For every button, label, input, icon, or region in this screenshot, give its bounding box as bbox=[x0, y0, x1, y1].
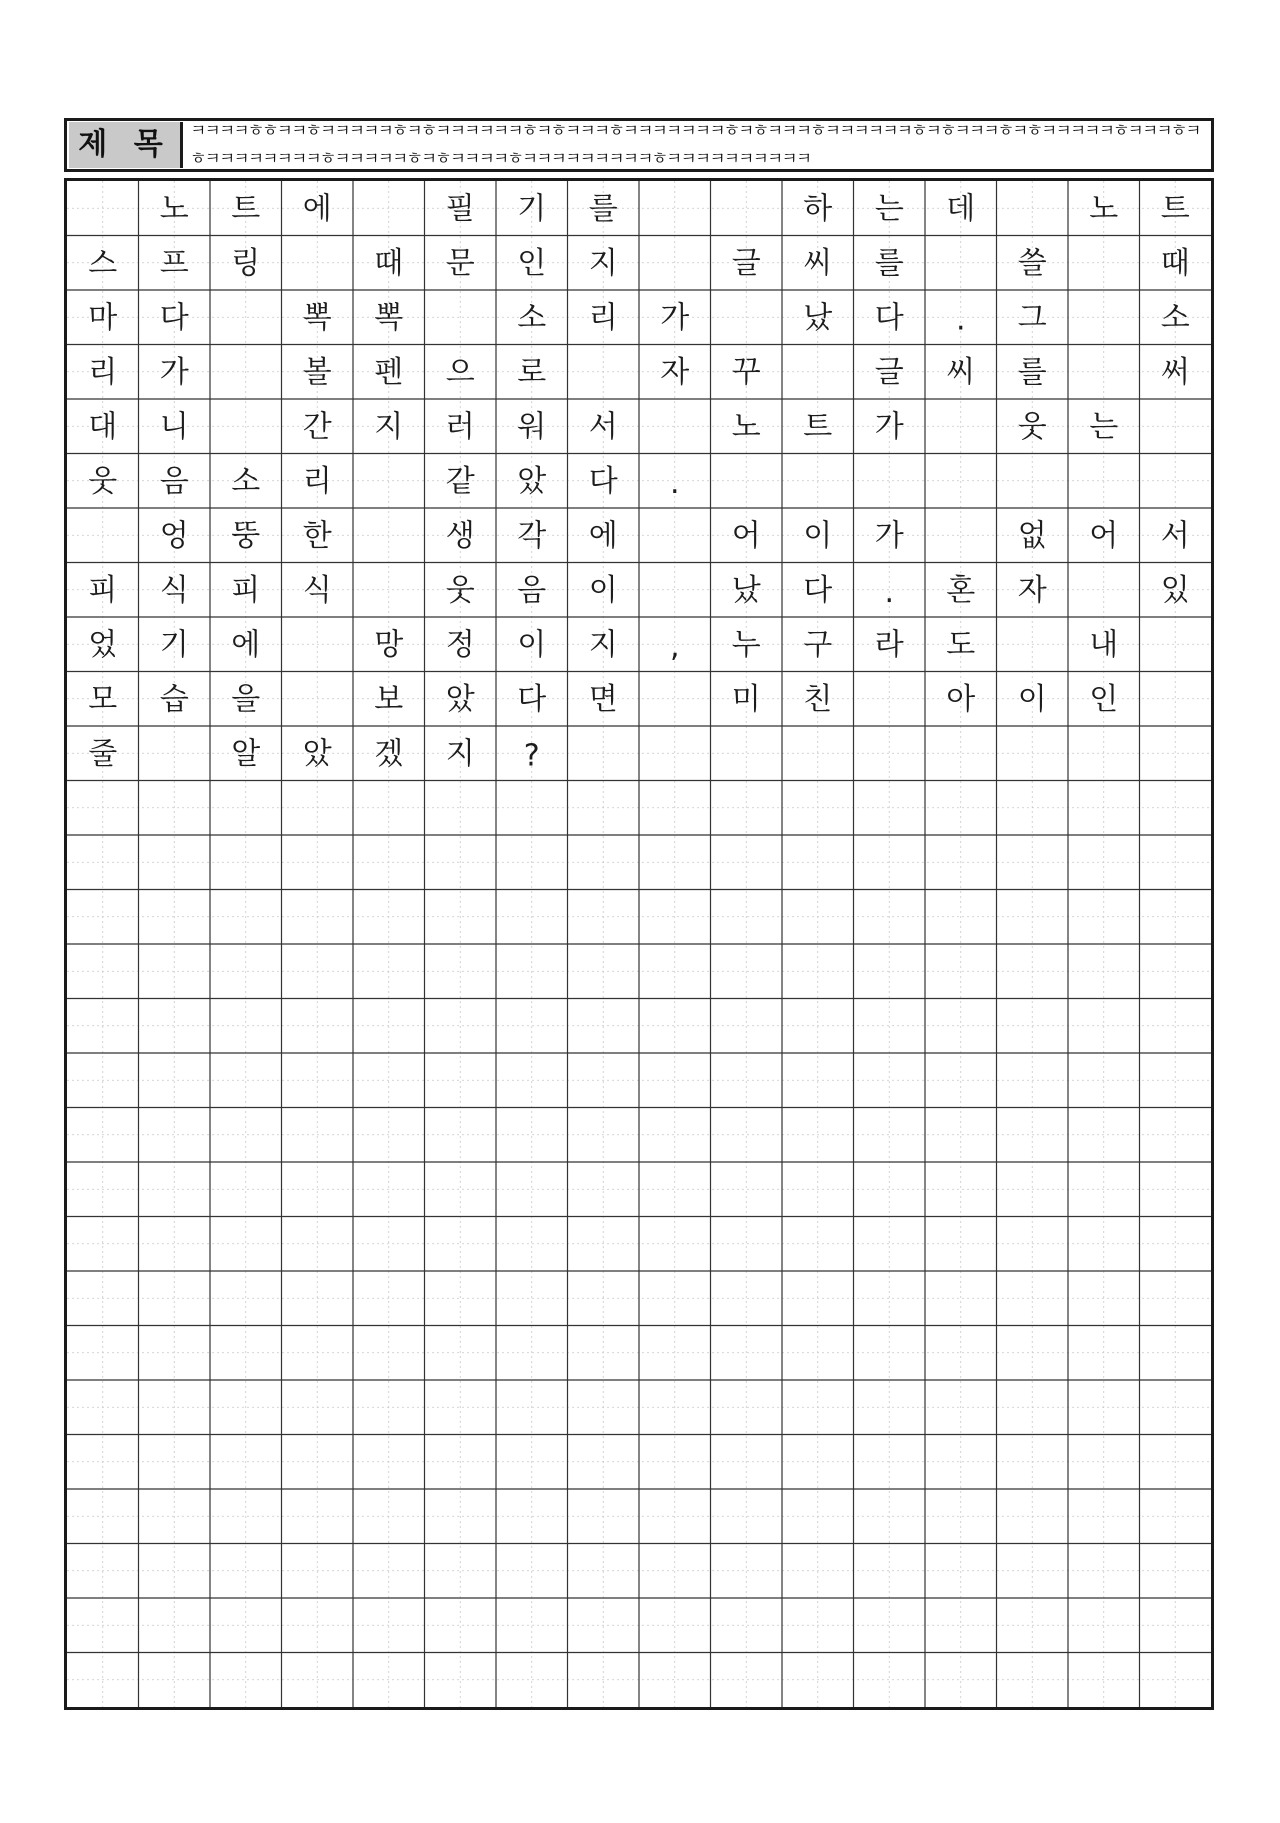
grid-character: 소 bbox=[517, 300, 547, 336]
grid-character: 뽁 bbox=[302, 300, 332, 336]
grid-character: 가 bbox=[874, 409, 904, 445]
grid-character: 모 bbox=[88, 681, 118, 717]
grid-character: 로 bbox=[517, 354, 547, 390]
grid-character: ? bbox=[523, 738, 540, 774]
grid-character: 망 bbox=[374, 627, 404, 663]
grid-character: 필 bbox=[445, 191, 475, 227]
grid-character: 겠 bbox=[374, 736, 404, 772]
grid-character: 지 bbox=[588, 245, 618, 281]
grid-character: 음 bbox=[517, 572, 547, 608]
grid-character: 를 bbox=[1017, 354, 1047, 390]
grid-character: 대 bbox=[88, 409, 118, 445]
grid-character: 마 bbox=[88, 300, 118, 336]
grid-character: 다 bbox=[588, 463, 618, 499]
grid-character: 있 bbox=[1160, 572, 1190, 608]
grid-character: 혼 bbox=[946, 572, 976, 608]
grid-character: 도 bbox=[946, 627, 976, 663]
grid-character: 이 bbox=[1017, 681, 1047, 717]
grid-character: 다 bbox=[517, 681, 547, 717]
grid-character: 서 bbox=[1160, 518, 1190, 554]
grid-character: 뽁 bbox=[374, 300, 404, 336]
grid-character: 리 bbox=[88, 354, 118, 390]
grid-character: 인 bbox=[1089, 681, 1119, 717]
grid-character: 씨 bbox=[803, 245, 833, 281]
grid-character: 을 bbox=[231, 681, 261, 717]
grid-character: 워 bbox=[517, 409, 547, 445]
grid-character: 기 bbox=[517, 191, 547, 227]
grid-character: 소 bbox=[231, 463, 261, 499]
grid-character: 소 bbox=[1160, 300, 1190, 336]
grid-character: 식 bbox=[159, 572, 189, 608]
grid-character: 없 bbox=[1017, 518, 1047, 554]
grid-character: 에 bbox=[302, 191, 332, 227]
grid-character: . bbox=[669, 465, 680, 501]
grid-character: 났 bbox=[803, 300, 833, 336]
grid-character: 다 bbox=[874, 300, 904, 336]
grid-character: 볼 bbox=[302, 354, 332, 390]
grid-character: 글 bbox=[731, 245, 761, 281]
grid-character: 트 bbox=[1160, 191, 1190, 227]
grid-character: 문 bbox=[445, 245, 475, 281]
grid-character: 미 bbox=[731, 681, 761, 717]
grid-character: 프 bbox=[159, 245, 189, 281]
grid-character: 에 bbox=[231, 627, 261, 663]
grid-character: 데 bbox=[946, 191, 976, 227]
grid-character: 았 bbox=[302, 736, 332, 772]
grid-character: 내 bbox=[1089, 627, 1119, 663]
grid-character: 니 bbox=[159, 409, 189, 445]
grid-character: 누 bbox=[731, 627, 761, 663]
grid-character: 링 bbox=[231, 245, 261, 281]
grid-character: 이 bbox=[588, 572, 618, 608]
grid-character: . bbox=[955, 302, 966, 338]
grid-character: 에 bbox=[588, 518, 618, 554]
grid-character: 는 bbox=[874, 191, 904, 227]
grid-character: 았 bbox=[445, 681, 475, 717]
grid-character: 뚱 bbox=[231, 518, 261, 554]
grid-character: 엉 bbox=[159, 518, 189, 554]
grid-character: 이 bbox=[803, 518, 833, 554]
grid-character: 트 bbox=[231, 191, 261, 227]
grid-character: 같 bbox=[445, 463, 475, 499]
grid-character: 글 bbox=[874, 354, 904, 390]
grid-character: 각 bbox=[517, 518, 547, 554]
grid-character: 간 bbox=[302, 409, 332, 445]
grid-character: 웃 bbox=[445, 572, 475, 608]
grid-character: 는 bbox=[1089, 409, 1119, 445]
grid-character: 한 bbox=[302, 518, 332, 554]
grid-character: 지 bbox=[588, 627, 618, 663]
grid-character: 스 bbox=[88, 245, 118, 281]
title-label: 제 목 bbox=[69, 122, 183, 168]
grid-character: , bbox=[669, 629, 680, 665]
grid-character: 노 bbox=[1089, 191, 1119, 227]
grid-character: 를 bbox=[588, 191, 618, 227]
grid-character: 아 bbox=[946, 681, 976, 717]
grid-character: 자 bbox=[660, 354, 690, 390]
grid-character: 었 bbox=[88, 627, 118, 663]
manuscript-grid bbox=[64, 178, 1214, 1710]
grid-character: 꾸 bbox=[731, 354, 761, 390]
grid-character: 았 bbox=[517, 463, 547, 499]
grid-character: 알 bbox=[231, 736, 261, 772]
grid-character: 가 bbox=[159, 354, 189, 390]
grid-character: 하 bbox=[803, 191, 833, 227]
grid-character: 펜 bbox=[374, 354, 404, 390]
grid-character: 음 bbox=[159, 463, 189, 499]
grid-character: 이 bbox=[517, 627, 547, 663]
grid-character: 트 bbox=[803, 409, 833, 445]
grid-character: 때 bbox=[1160, 245, 1190, 281]
grid-character: 리 bbox=[588, 300, 618, 336]
grid-character: 웃 bbox=[88, 463, 118, 499]
grid-character: 자 bbox=[1017, 572, 1047, 608]
grid-character: 씨 bbox=[946, 354, 976, 390]
grid-character: 서 bbox=[588, 409, 618, 445]
grid-character: 피 bbox=[231, 572, 261, 608]
grid-character: 노 bbox=[159, 191, 189, 227]
grid-character: 났 bbox=[731, 572, 761, 608]
grid-character: 식 bbox=[302, 572, 332, 608]
grid-character: 지 bbox=[445, 736, 475, 772]
grid-character: 쓸 bbox=[1017, 245, 1047, 281]
grid-character: 다 bbox=[803, 572, 833, 608]
grid-character: 어 bbox=[731, 518, 761, 554]
grid-character: 가 bbox=[874, 518, 904, 554]
grid-lines bbox=[67, 181, 1211, 1707]
grid-character: 으 bbox=[445, 354, 475, 390]
title-scribble: ㅋㅋㅋㅋㅎㅎㅋㅋㅎㅋㅋㅋㅋㅋㅎㅋㅎㅋㅋㅋㅋㅋㅋㅎㅋㅎㅋㅋㅋㅎㅋㅋㅋㅋㅋㅋㅋㅎㅋㅎㅋㅋㅋㅎㅋㅋㅋㅋㅋㅋㅎㅋㅎㅋㅋㅋㅎㅋㅎㅋㅋㅋㅋㅋㅎㅋㅋㅋㅎㅋㅎㅋㅋㅋㅋㅋㅋㅋㅋㅎㅋㅋㅋㅋㅋㅎㅋㅎㅋㅋㅋㅋㅎㅋㅋㅋㅋㅋㅋㅋㅋㅋㅎㅋㅋㅋㅋㅋㅋㅋㅋㅋㅋ bbox=[190, 121, 1200, 169]
grid-character: 면 bbox=[588, 681, 618, 717]
grid-character: 정 bbox=[445, 627, 475, 663]
grid-character: 라 bbox=[874, 627, 904, 663]
grid-character: 때 bbox=[374, 245, 404, 281]
grid-character: 러 bbox=[445, 409, 475, 445]
grid-character: 어 bbox=[1089, 518, 1119, 554]
grid-character: 줄 bbox=[88, 736, 118, 772]
grid-character: 써 bbox=[1160, 354, 1190, 390]
grid-character: 웃 bbox=[1017, 409, 1047, 445]
grid-character: 노 bbox=[731, 409, 761, 445]
grid-character: 지 bbox=[374, 409, 404, 445]
grid-character: 인 bbox=[517, 245, 547, 281]
grid-character: 구 bbox=[803, 627, 833, 663]
grid-character: 다 bbox=[159, 300, 189, 336]
grid-character: 친 bbox=[803, 681, 833, 717]
grid-character: 기 bbox=[159, 627, 189, 663]
grid-character: 리 bbox=[302, 463, 332, 499]
grid-character: 피 bbox=[88, 572, 118, 608]
grid-character: 보 bbox=[374, 681, 404, 717]
grid-character: 그 bbox=[1017, 300, 1047, 336]
grid-character: 가 bbox=[660, 300, 690, 336]
grid-character: 를 bbox=[874, 245, 904, 281]
grid-character: 습 bbox=[159, 681, 189, 717]
grid-character: 생 bbox=[445, 518, 475, 554]
grid-character: . bbox=[884, 574, 895, 610]
